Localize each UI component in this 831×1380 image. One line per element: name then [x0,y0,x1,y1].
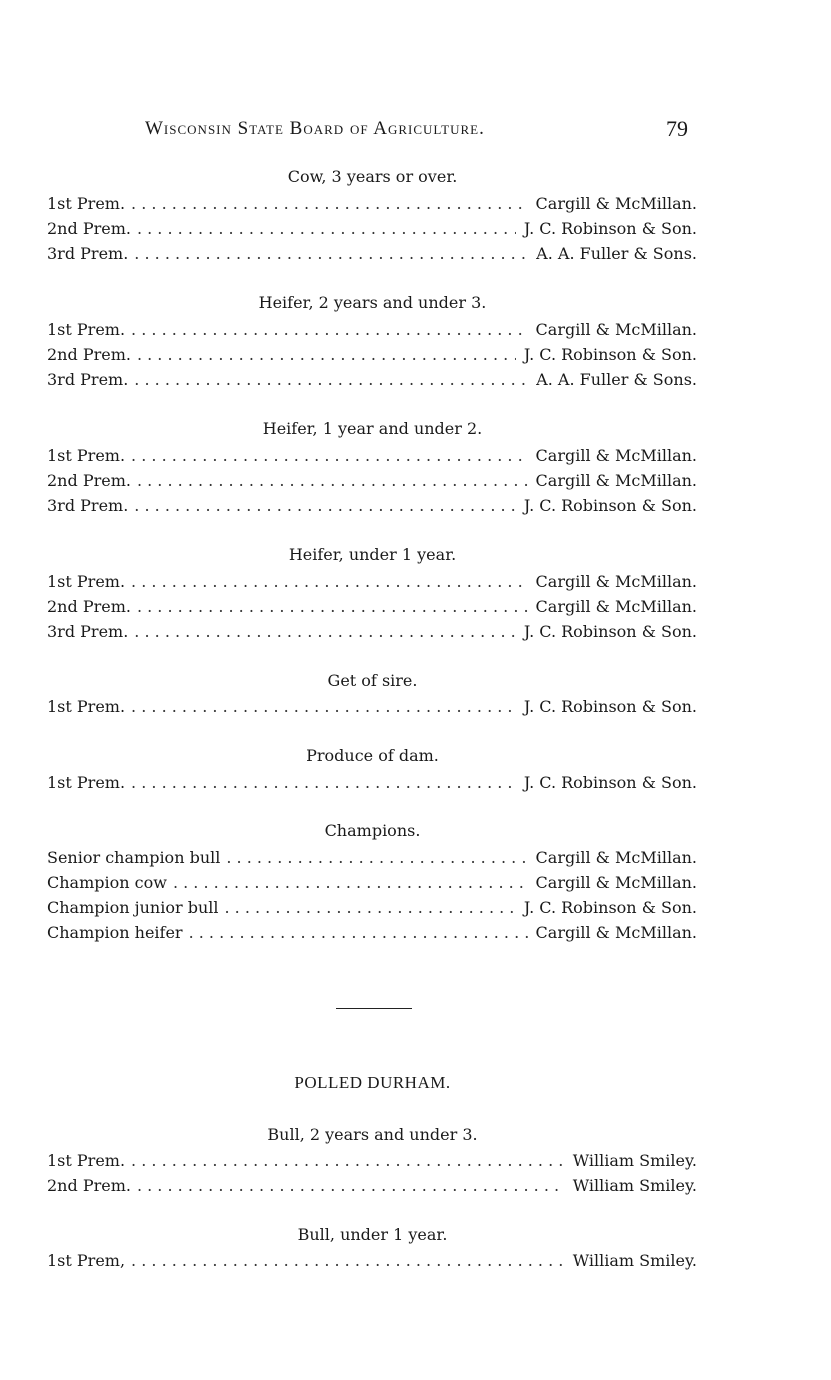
award-label: 1st Prem. [47,773,126,792]
award-winner: William Smiley. [572,1251,697,1270]
award-row [47,219,697,241]
class-heading: Heifer, under 1 year. [288,545,457,564]
award-label: 1st Prem. [47,1151,126,1170]
award-winner: Cargill & McMillan. [535,597,697,616]
award-winner: William Smiley. [572,1176,697,1195]
dot-leader [137,219,516,238]
award-winner: J. C. Robinson & Son. [523,773,697,792]
award-label: 2nd Prem. [47,1176,131,1195]
award-label: 2nd Prem. [47,345,131,364]
award-row [47,622,697,644]
award-row [47,194,697,216]
award-label: 1st Prem. [47,194,126,213]
dot-leader [131,572,528,591]
award-winner: J. C. Robinson & Son. [523,622,697,641]
award-row [47,244,697,266]
dot-leader [134,370,528,389]
class-heading: Produce of dam. [306,746,439,765]
award-row [47,471,697,493]
award-label: 2nd Prem. [47,597,131,616]
award-winner: A. A. Fuller & Sons. [536,244,697,263]
award-row [47,572,697,594]
award-row [47,873,697,895]
running-head: Wisconsin State Board of Agriculture. [145,118,485,139]
award-row [47,898,697,920]
award-winner: J. C. Robinson & Son. [523,219,697,238]
class-heading: Get of sire. [327,671,418,690]
award-row [47,1176,697,1198]
award-winner: Cargill & McMillan. [535,873,697,892]
class-heading: Champions. [324,821,421,840]
award-label: 2nd Prem. [47,219,131,238]
award-label: 1st Prem. [47,697,126,716]
award-row [47,370,697,392]
award-label: 1st Prem. [47,320,126,339]
award-label: 1st Prem, [47,1251,126,1270]
dot-leader [131,194,528,213]
award-label: 1st Prem. [47,446,126,465]
award-winner: Cargill & McMillan. [535,320,697,339]
dot-leader [224,898,515,917]
page-number: 79 [666,116,688,141]
dot-leader [173,873,528,892]
award-winner: J. C. Robinson & Son. [523,345,697,364]
award-winner: Cargill & McMillan. [535,194,697,213]
award-label: 1st Prem. [47,572,126,591]
dot-leader [131,697,516,716]
award-label: Champion cow [47,873,167,892]
dot-leader [137,471,528,490]
dot-leader [189,923,528,942]
dot-leader [131,1151,565,1170]
award-row [47,1251,697,1273]
award-winner: Cargill & McMillan. [535,572,697,591]
award-row [47,1151,697,1173]
dot-leader [137,345,516,364]
dot-leader [131,1251,565,1270]
award-winner: Cargill & McMillan. [535,471,697,490]
dot-leader [134,622,516,641]
award-winner: Cargill & McMillan. [535,848,697,867]
class-heading: Cow, 3 years or over. [287,167,458,186]
dot-leader [226,848,527,867]
award-winner: J. C. Robinson & Son. [523,697,697,716]
award-row [47,697,697,719]
award-row [47,597,697,619]
award-winner: Cargill & McMillan. [535,446,697,465]
class-heading: Bull, under 1 year. [297,1225,448,1244]
award-label: 2nd Prem. [47,471,131,490]
award-row [47,446,697,468]
award-label: Champion heifer [47,923,183,942]
dot-leader [131,320,528,339]
dot-leader [137,1176,565,1195]
class-heading: Heifer, 2 years and under 3. [258,293,487,312]
dot-leader [131,446,528,465]
dot-leader [131,773,516,792]
award-row [47,496,697,518]
award-row [47,773,697,795]
award-label: 3rd Prem. [47,244,129,263]
award-winner: A. A. Fuller & Sons. [536,370,697,389]
section-title: POLLED DURHAM. [294,1073,451,1092]
award-winner: J. C. Robinson & Son. [523,496,697,515]
award-label: 3rd Prem. [47,622,129,641]
award-row [47,320,697,342]
award-row [47,345,697,367]
section-divider [336,1008,412,1009]
award-winner: J. C. Robinson & Son. [523,898,697,917]
dot-leader [134,244,528,263]
award-row [47,923,697,945]
award-winner: Cargill & McMillan. [535,923,697,942]
award-label: 3rd Prem. [47,496,129,515]
class-heading: Bull, 2 years and under 3. [267,1125,478,1144]
award-label: 3rd Prem. [47,370,129,389]
award-winner: William Smiley. [572,1151,697,1170]
award-row [47,848,697,870]
dot-leader [137,597,528,616]
award-label: Senior champion bull [47,848,221,867]
class-heading: Heifer, 1 year and under 2. [262,419,483,438]
award-label: Champion junior bull [47,898,219,917]
dot-leader [134,496,516,515]
